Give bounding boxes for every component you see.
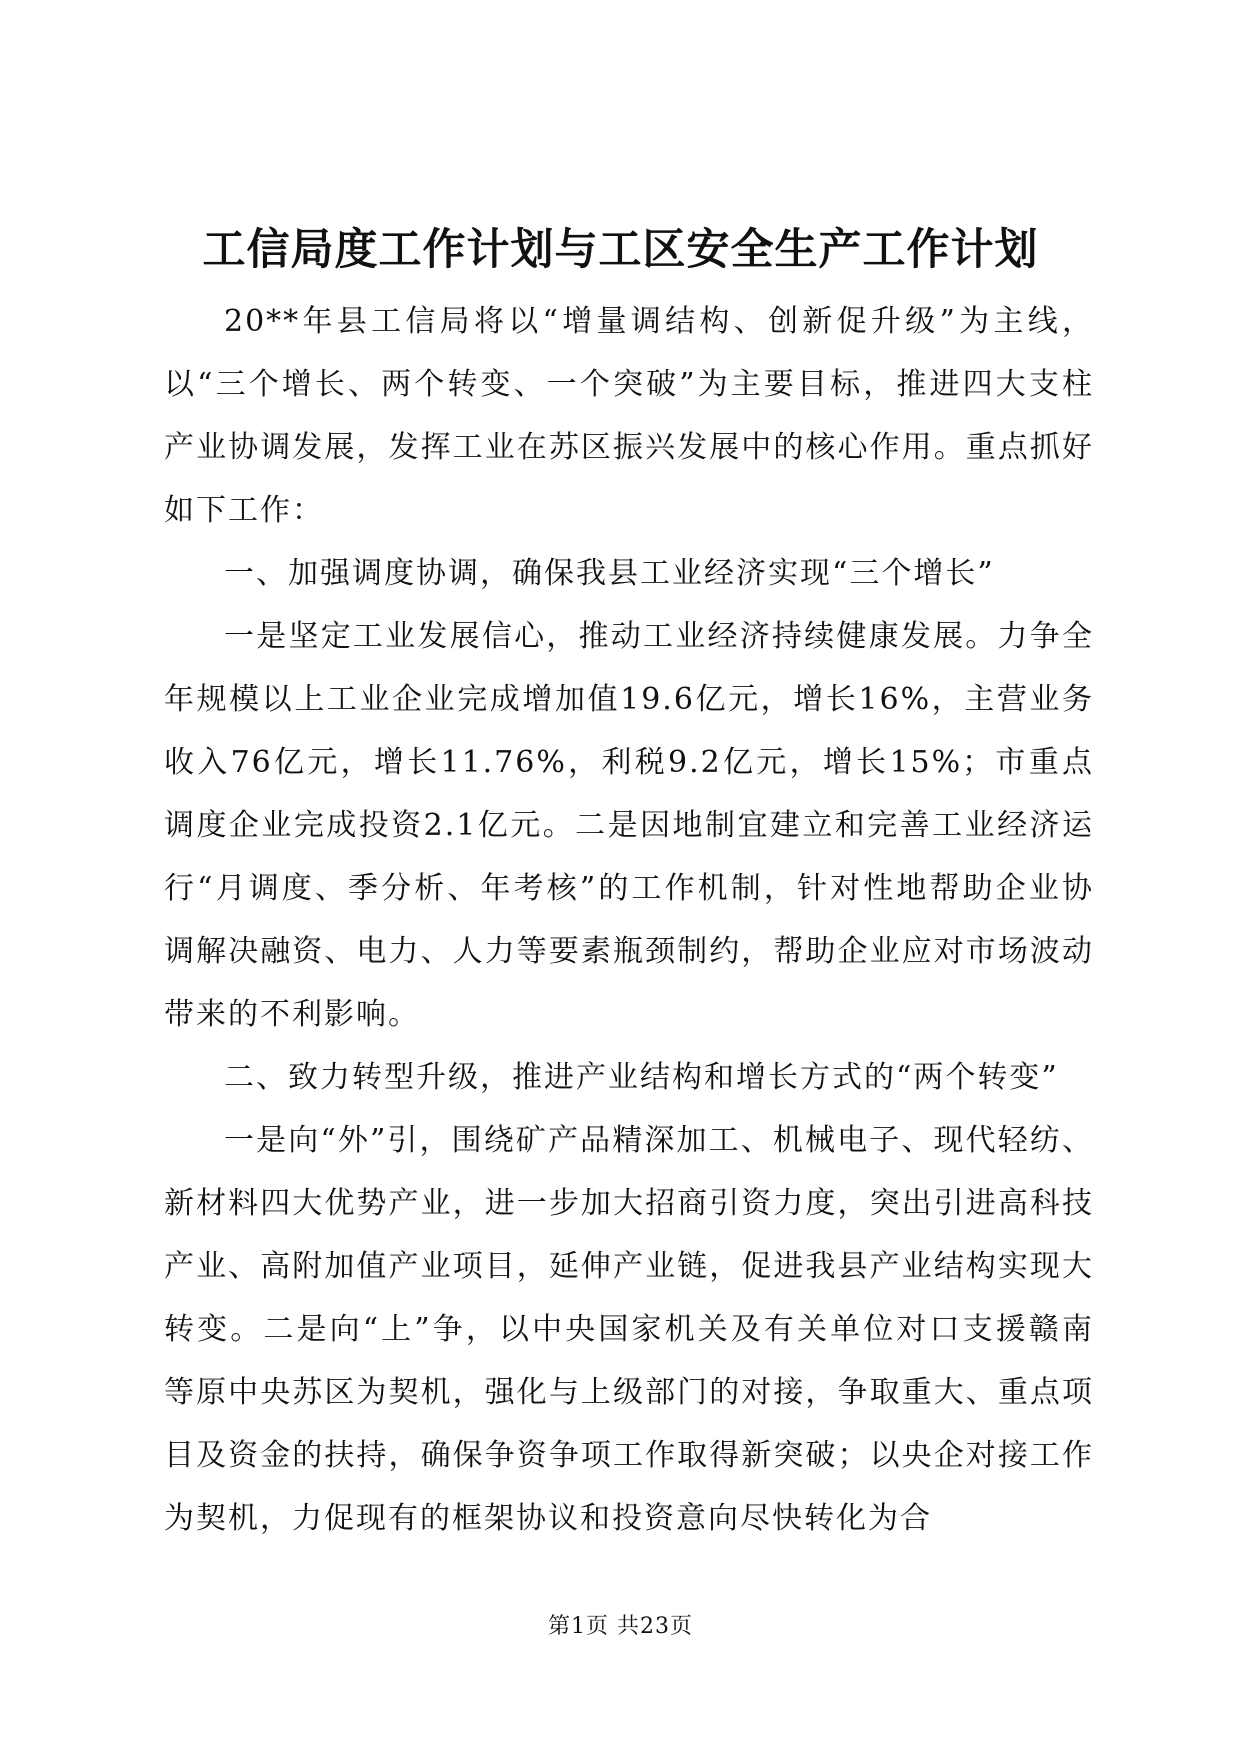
section-heading-2: 二、致力转型升级，推进产业结构和增长方式的“两个转变” xyxy=(224,1060,1059,1095)
section-1-paragraph: 一是坚定工业发展信心，推动工业经济持续健康发展。力争全年规模以上工业企业完成增加值19.6亿元，增长16%，主营业务收入76亿元，增长11.76%，利税9.2亿元，增长15%；市重点调度企业完成投资2.1亿元。二是因地制宜建立和完善工业经济运行“月调度、季分析、年考核”的工作机制，针对性地帮助企业协调解决融资、电力、人力等要素瓶颈制约，帮助企业应对市场波动带来的不利影响。 xyxy=(164,619,1094,1032)
document-body xyxy=(164,290,1094,1550)
section-2-paragraph: 一是向“外”引，围绕矿产品精深加工、机械电子、现代轻纺、新材料四大优势产业，进一步加大招商引资力度，突出引进高科技产业、高附加值产业项目，延伸产业链，促进我县产业结构实现大转变。二是向“上”争，以中央国家机关及有关单位对口支援赣南等原中央苏区为契机，强化与上级部门的对接，争取重大、重点项目及资金的扶持，确保争资争项工作取得新突破；以央企对接工作为契机，力促现有的框架协议和投资意向尽快转化为合 xyxy=(164,1123,1094,1536)
section-heading-1: 一、加强调度协调，确保我县工业经济实现“三个增长” xyxy=(224,556,995,591)
page-number-footer: 第1页 共23页 xyxy=(548,1614,693,1639)
intro-paragraph: 20**年县工信局将以“增量调结构、创新促升级”为主线，以“三个增长、两个转变、一个突破”为主要目标，推进四大支柱产业协调发展，发挥工业在苏区振兴发展中的核心作用。重点抓好如下工作： xyxy=(164,304,1094,528)
document-title: 工信局度工作计划与工区安全生产工作计划 xyxy=(202,225,1039,275)
